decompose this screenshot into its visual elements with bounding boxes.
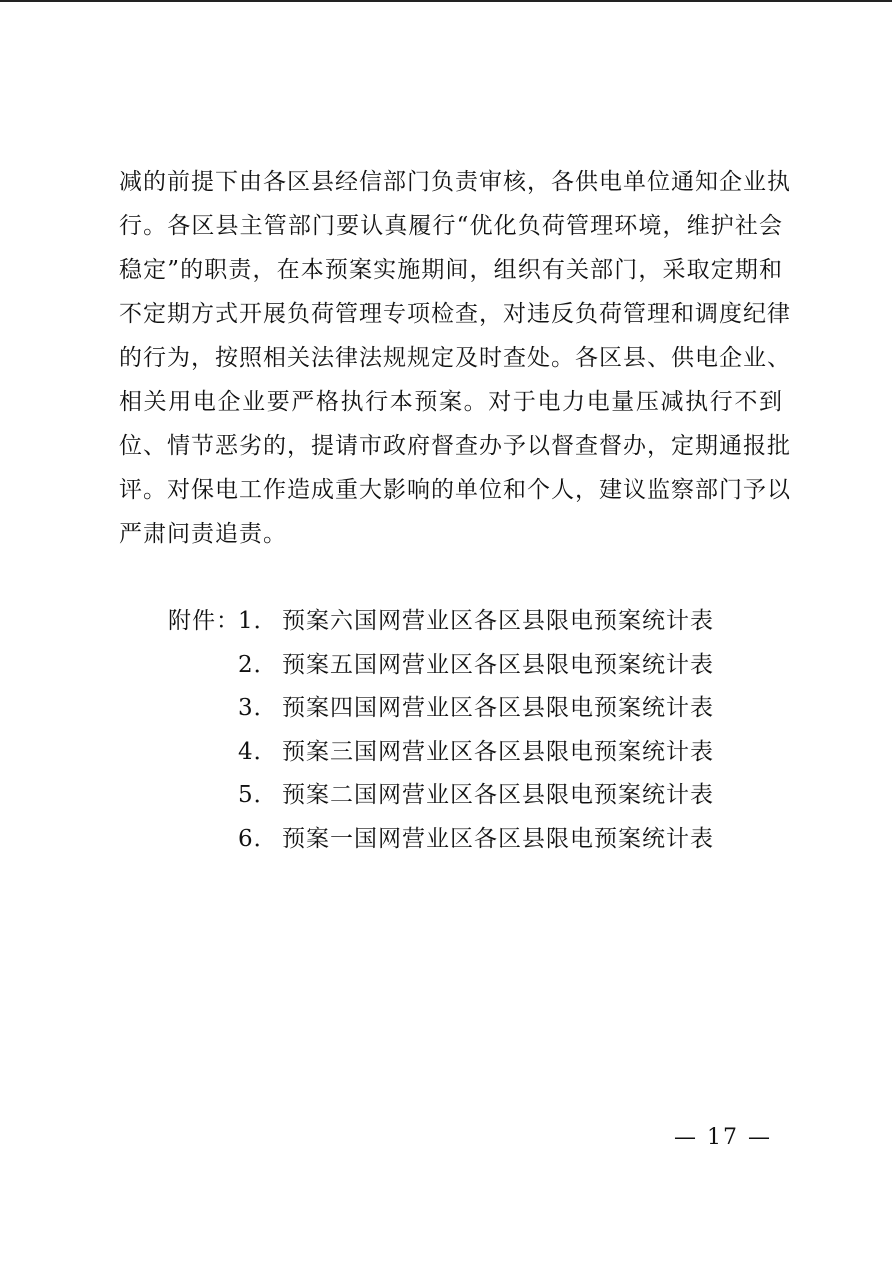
attachment-item — [168, 687, 714, 731]
attachment-item — [168, 644, 714, 688]
attachment-title: 预案六国网营业区各区县限电预案统计表 — [282, 608, 714, 634]
paragraph-line: 评。对保电工作造成重大影响的单位和个人，建议监察部门予以 — [119, 477, 791, 503]
paragraph-line: 位、情节恶劣的，提请市政府督查办予以督查督办，定期通报批 — [119, 433, 791, 459]
paragraph-line: 稳定”的职责，在本预案实施期间，组织有关部门，采取定期和 — [119, 257, 783, 283]
attachment-number: 1． — [238, 608, 278, 634]
body-paragraph — [119, 160, 791, 556]
top-border-line — [0, 0, 892, 2]
attachment-item — [168, 731, 714, 775]
paragraph-line: 减的前提下由各区县经信部门负责审核，各供电单位通知企业执 — [119, 169, 791, 195]
attachment-item — [168, 774, 714, 818]
attachment-title: 预案三国网营业区各区县限电预案统计表 — [282, 738, 714, 765]
paragraph-line: 行。各区县主管部门要认真履行“优化负荷管理环境，维护社会 — [119, 213, 783, 239]
attachment-title: 预案四国网营业区各区县限电预案统计表 — [282, 695, 714, 721]
paragraph-line: 相关用电企业要严格执行本预案。对于电力电量压减执行不到 — [119, 389, 783, 415]
paragraph-line: 不定期方式开展负荷管理专项检查，对违反负荷管理和调度纪律 — [119, 301, 791, 327]
paragraph-line: 的行为，按照相关法律法规规定及时查处。各区县、供电企业、 — [119, 345, 791, 371]
attachment-number: 2． — [238, 651, 278, 678]
attachments-list — [168, 600, 714, 861]
attachment-number: 4． — [238, 738, 278, 765]
paragraph-line: 严肃问责追责。 — [119, 521, 287, 547]
attachment-number: 3． — [238, 695, 278, 721]
attachment-item — [168, 818, 714, 862]
attachment-number: 5． — [238, 782, 278, 808]
attachment-item — [168, 600, 714, 644]
page-number: — 17 — — [674, 1125, 772, 1150]
attachment-title: 预案二国网营业区各区县限电预案统计表 — [282, 782, 714, 808]
attachment-number: 6． — [238, 825, 278, 852]
attachments-label: 附件： — [168, 608, 240, 634]
attachment-title: 预案一国网营业区各区县限电预案统计表 — [282, 825, 714, 852]
attachment-title: 预案五国网营业区各区县限电预案统计表 — [282, 651, 714, 678]
